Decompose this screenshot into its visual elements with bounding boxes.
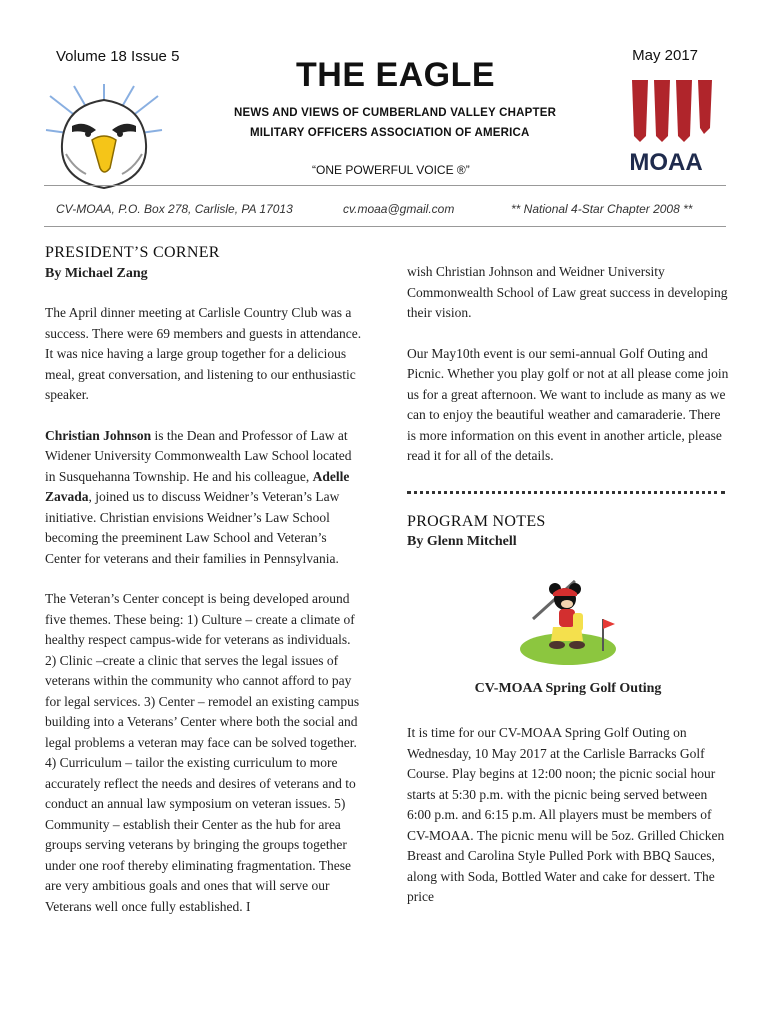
speaker-name: Christian Johnson [45,427,152,443]
program-notes-byline: By Glenn Mitchell [407,534,517,549]
right-column [407,262,729,908]
chapter-award-note: ** National 4-Star Chapter 2008 ** [511,202,693,216]
colleague-name: Adelle Zavada [45,468,350,504]
section-divider [407,491,725,494]
moaa-logo-text: MOAA [629,149,703,176]
presidents-corner-byline: By Michael Zang [45,265,148,281]
golf-outing-title: CV-MOAA Spring Golf Outing [474,680,662,696]
header-rule-top [44,185,726,186]
article-paragraph: The Veteran’s Center concept is being developed around five themes. These being: 1) Culture – create a climate of healthy respect campus-wide for veterans as individuals. 2) Clinic –create a clinic that serves the legal issues of veterans within the community who cannot afford to pay for legal services. 3) Center – remodel an existing campus building into a Veterans’ Center where both the social and legal problems a veteran may face can be solved together. 4) Curriculum – tailor the existing curriculum to more accurately reflect the needs and desires of veterans and to conduct an annual law symposium on veteran issues. 5) Community – establish their Center as the hub for area groups serving veterans by bringing the groups together under one roof thereby eliminating fragmentation. These are very ambitious goals and ones that will serve our Veterans well once fully established. I [45,591,360,914]
issue-date: May 2017 [632,47,698,64]
subtitle-line-2: MILITARY OFFICERS ASSOCIATION OF AMERICA [250,127,530,139]
newsletter-title: THE EAGLE [296,56,496,94]
header-rule-bottom [44,226,726,227]
article-paragraph: Christian Johnson is the Dean and Professor of Law at Widener University Commonwealth Law School located in Susquehanna Township. He and his colleague, Adelle Zavada, joined us to discuss Weidner’s Veteran’s Law initiative. Christian envisions Weidner’s Law School becoming the preeminent Law School and Veteran’s Center for veterans and their families in Pennsylvania. [45,427,352,566]
volume-issue: Volume 18 Issue 5 [56,48,180,65]
program-notes-heading: PROGRAM NOTES [407,512,546,530]
presidents-corner-heading: PRESIDENT’S CORNER [45,244,220,261]
article-paragraph: wish Christian Johnson and Weidner University Commonwealth School of Law great success in developing their vision. [407,264,728,320]
golfer-cartoon-icon [513,567,623,667]
chapter-email: cv.moaa@gmail.com [343,202,455,216]
chapter-address: CV-MOAA, P.O. Box 278, Carlisle, PA 17013 [56,202,293,216]
left-column [45,243,365,917]
eagle-mascot-icon [44,84,164,192]
subtitle-line-1: NEWS AND VIEWS OF CUMBERLAND VALLEY CHAPTER [234,107,557,119]
article-paragraph: The April dinner meeting at Carlisle Country Club was a success. There were 69 members and guests in attendance. It was nice having a large group together for a delicious meal, great conversation, and listening to our enthusiastic speaker. [45,305,362,402]
article-paragraph: Our May10th event is our semi-annual Golf Outing and Picnic. Whether you play golf or not at all please come join us for a great afternoon. We want to include as many as we can to enjoy the beautiful weather and camaraderie. There is more information on this event in another article, please read it for all of the details. [407,345,729,463]
moaa-logo [618,76,718,176]
article-paragraph: It is time for our CV-MOAA Spring Golf Outing on Wednesday, 10 May 2017 at the Carlisle Barracks Golf Course. Play begins at 12:00 noon; the picnic social hour starts at 5:30 p.m. with the picnic being served between 6:00 p.m. and 6:15 p.m. All players must be members of CV-MOAA. The picnic menu will be 5oz. Grilled Chicken Breast and Carolina Style Pulled Pork with BBQ Sauces, along with Soda, Bottled Water and cake for dessert. The price [407,725,725,904]
motto: “ONE POWERFUL VOICE ®” [312,163,470,177]
